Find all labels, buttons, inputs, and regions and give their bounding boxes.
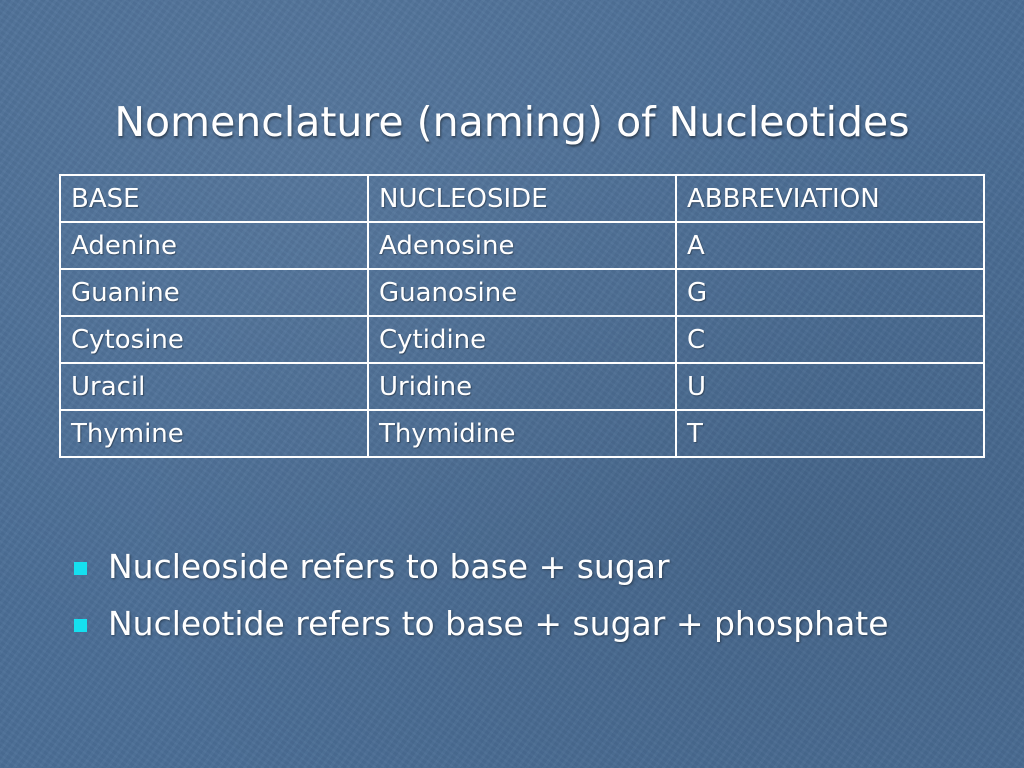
header-cell-abbreviation: ABBREVIATION — [676, 175, 984, 222]
square-bullet-icon — [74, 619, 87, 632]
header-cell-base: BASE — [60, 175, 368, 222]
table-row — [60, 410, 984, 457]
table-cell-nucleoside: Thymidine — [368, 410, 676, 457]
table-cell-base: Uracil — [60, 363, 368, 410]
table-cell-base: Thymine — [60, 410, 368, 457]
bullet-text: Nucleoside refers to base + sugar — [108, 547, 670, 586]
table-cell-nucleoside: Uridine — [368, 363, 676, 410]
table-cell-abbreviation: C — [676, 316, 984, 363]
table-cell-base: Adenine — [60, 222, 368, 269]
table-row — [60, 222, 984, 269]
table-row — [60, 269, 984, 316]
table-cell-base: Cytosine — [60, 316, 368, 363]
nomenclature-table — [59, 174, 985, 458]
table-row — [60, 363, 984, 410]
table-cell-abbreviation: G — [676, 269, 984, 316]
table-cell-abbreviation: A — [676, 222, 984, 269]
slide-title: Nomenclature (naming) of Nucleotides — [114, 98, 910, 146]
table-cell-abbreviation: U — [676, 363, 984, 410]
table-cell-nucleoside: Guanosine — [368, 269, 676, 316]
table-header-row — [60, 175, 984, 222]
square-bullet-icon — [74, 562, 87, 575]
table-row — [60, 316, 984, 363]
header-cell-nucleoside: NUCLEOSIDE — [368, 175, 676, 222]
bullet-text: Nucleotide refers to base + sugar + phosphate — [108, 604, 889, 643]
table-cell-base: Guanine — [60, 269, 368, 316]
table-cell-nucleoside: Adenosine — [368, 222, 676, 269]
table-cell-nucleoside: Cytidine — [368, 316, 676, 363]
table-cell-abbreviation: T — [676, 410, 984, 457]
